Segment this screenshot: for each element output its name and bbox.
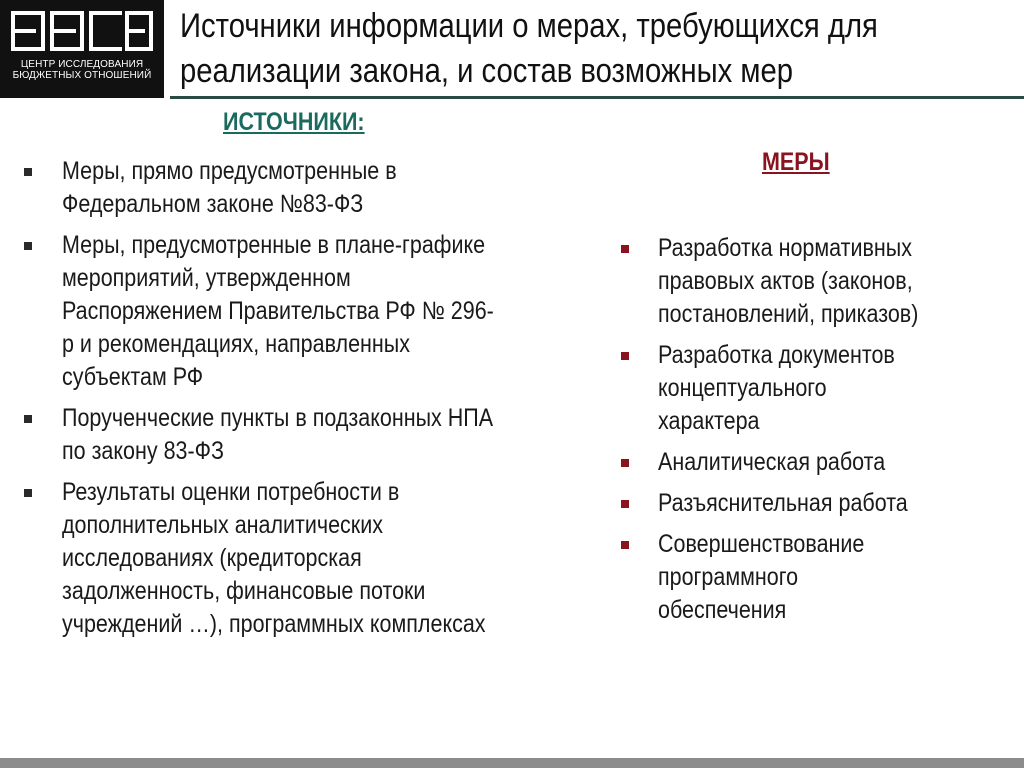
list-item: [658, 528, 1024, 627]
slide-title: [180, 4, 902, 94]
sources-list: [62, 155, 662, 649]
list-item-text: Меры, прямо предусмотренные в Федеральном законе №83-ФЗ: [62, 157, 397, 218]
list-item: [658, 446, 1024, 479]
measures-heading: МЕРЫ: [762, 148, 830, 176]
slide-title-line1: Источники информации о мерах, требующихся для: [180, 7, 878, 45]
list-item-text: Меры, предусмотренные в плане-графике мероприятий, утвержденном Распоряжением Правительства РФ № 296- р и рекомендациях, направленных субъектам РФ: [62, 231, 494, 391]
list-item: [62, 402, 662, 468]
list-item-text: Разработка нормативных правовых актов (законов, постановлений, приказов): [658, 234, 919, 328]
bullet-square-icon: [621, 245, 629, 253]
list-item-text: Совершенствование программного обеспечения: [658, 530, 865, 624]
list-item: [658, 339, 1024, 438]
slide-title-line2: реализации закона, и состав возможных мер: [180, 52, 794, 90]
logo: [0, 0, 164, 98]
list-item: [62, 476, 662, 641]
list-item: [62, 229, 662, 394]
bullet-square-icon: [621, 352, 629, 360]
bullet-square-icon: [621, 459, 629, 467]
logo-mark-icon: [10, 9, 154, 53]
list-item-text: Аналитическая работа: [658, 448, 886, 476]
list-item: [658, 487, 1024, 520]
logo-text: [2, 59, 162, 81]
footer-bar: [0, 758, 1024, 768]
bullet-square-icon: [24, 489, 32, 497]
list-item-text: Порученческие пункты в подзаконных НПА по закону 83-ФЗ: [62, 404, 494, 465]
title-divider: [170, 96, 1024, 99]
bullet-square-icon: [24, 168, 32, 176]
measures-list: [658, 232, 1024, 635]
logo-text-line2: БЮДЖЕТНЫХ ОТНОШЕНИЙ: [12, 70, 152, 81]
list-item-text: Результаты оценки потребности в дополнительных аналитических исследованиях (кредиторская задолженность, финансовые потоки учреждений …), программных комплексах: [62, 478, 486, 638]
list-item: [658, 232, 1024, 331]
bullet-square-icon: [621, 500, 629, 508]
list-item-text: Разработка документов концептуального характера: [658, 341, 895, 435]
sources-heading: ИСТОЧНИКИ:: [223, 108, 365, 136]
bullet-square-icon: [621, 541, 629, 549]
logo-text-line1: ЦЕНТР ИССЛЕДОВАНИЯ: [20, 59, 144, 70]
slide-header: [0, 0, 1024, 100]
list-item-text: Разъяснительная работа: [658, 489, 908, 517]
bullet-square-icon: [24, 242, 32, 250]
bullet-square-icon: [24, 415, 32, 423]
list-item: [62, 155, 662, 221]
